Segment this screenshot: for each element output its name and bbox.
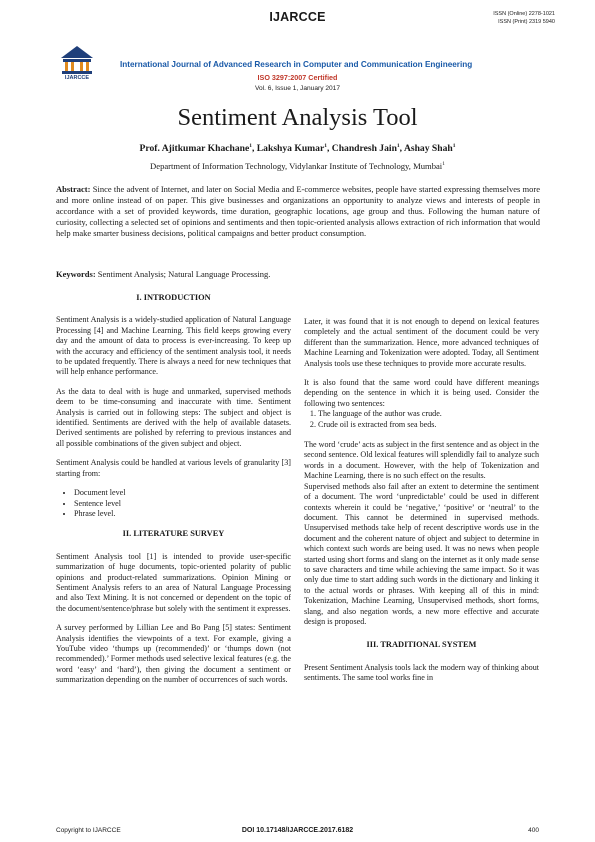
paragraph: Sentiment Analysis is a widely-studied application of Natural Language Processing [4] and Machine Learning. This field keeps growing every day and the amount of data to process is ever-increasing. To keep up with the accuracy and efficiency of the sentiment analysis tool, it needs to be updated frequently. There is always a need for new techniques that will help enhance performance. bbox=[56, 315, 291, 377]
footer-doi: DOI 10.17148/IJARCCE.2017.6182 bbox=[241, 827, 354, 834]
list-item: 2. Crude oil is extracted from sea beds. bbox=[318, 420, 539, 430]
issn-print: ISSN (Print) 2319 5940 bbox=[498, 19, 555, 25]
page-number: 400 bbox=[528, 827, 539, 834]
keywords bbox=[56, 269, 540, 279]
affiliation bbox=[0, 161, 595, 171]
journal-name: International Journal of Advanced Research in Computer and Communication Engineering bbox=[120, 60, 473, 69]
abstract-label: Abstract: bbox=[56, 184, 91, 194]
list-item: • Phrase level. bbox=[74, 509, 291, 519]
paragraph: Present Sentiment Analysis tools lack the modern way of thinking about sentiments. The same tool works fine in bbox=[304, 662, 539, 683]
paragraph: It is also found that the same word could have different meanings depending on the sentence in which it is being used. Consider the following two sentences: bbox=[304, 378, 539, 408]
granularity-list bbox=[56, 488, 291, 519]
author-list: Prof. Ajitkumar Khachane$^1$, Lakshya Kumar$^1$, Chandresh Jain$^1$, Ashay Shah$^1$ bbox=[139, 142, 456, 154]
author-name: Prof. Ajitkumar Khachane bbox=[139, 143, 250, 154]
section-heading-traditional-system: III. TRADITIONAL SYSTEM bbox=[366, 640, 477, 650]
paragraph: Sentiment Analysis could be handled at various levels of granularity [3] starting from: bbox=[56, 458, 291, 478]
certification: ISO 3297:2007 Certified bbox=[257, 73, 338, 82]
list-item: • Sentence level bbox=[74, 499, 291, 509]
left-column bbox=[56, 293, 291, 695]
issn-online: ISSN (Online) 2278-1021 bbox=[493, 11, 555, 17]
volume-issue: Vol. 6, Issue 1, January 2017 bbox=[254, 85, 341, 92]
author-name: Lakshya Kumar bbox=[256, 143, 325, 154]
right-column bbox=[304, 317, 539, 693]
logo-text: IJARCCE bbox=[64, 75, 90, 80]
issn-block bbox=[493, 10, 555, 26]
footer-copyright: Copyright to IJARCCE bbox=[56, 827, 121, 834]
paragraph: The word ‘crude’ acts as subject in the first sentence and as object in the second sentence. Old lexical features will splendidly fail to analyze such words in a document. However, with the help of Tokenization and Machine Learning, there is no such effect on the results. bbox=[304, 440, 539, 481]
author-name: Chandresh Jain bbox=[331, 143, 397, 154]
example-sentences-list bbox=[304, 409, 539, 430]
author-affiliation-mark: 1 bbox=[324, 142, 327, 149]
keywords-text: Sentiment Analysis; Natural Language Processing. bbox=[97, 269, 271, 279]
paper-title: Sentiment Analysis Tool bbox=[177, 104, 418, 131]
section-heading-introduction: I. INTRODUCTION bbox=[136, 293, 211, 302]
list-item: 1. The language of the author was crude. bbox=[318, 409, 539, 419]
abstract bbox=[56, 184, 540, 239]
keywords-label: Keywords: bbox=[56, 269, 96, 279]
journal-acronym: IJARCCE bbox=[269, 10, 326, 24]
paragraph: Later, it was found that it is not enough to depend on lexical features completely and the actual sentiment of the document could be very different than the summarization. Hence, more advanced techniques of Machine Learning and Tokenization were adopted. Today, all Sentiment Analysis tools use these techniques to provide more accurate results. bbox=[304, 317, 539, 368]
author-affiliation-mark: 1 bbox=[396, 142, 400, 149]
paragraph: Sentiment Analysis tool [1] is intended to provide user-specific summarization of huge documents, topic-oriented polarity of public opinions and product-related summarizations. Opinion Mining or Sentiment Analysis refers to an area of Natural Language Processing and also Text Mining. It is not concerned or dependent on the topic of the document/sentence/phrase but solely with the sentiment it expresses. bbox=[56, 551, 291, 613]
paragraph: As the data to deal with is huge and unmarked, supervised methods deem to be time-consuming and inaccurate with time. Sentiment Analysis is carried out in following steps: The subject and object is identified. Sentiments are derived with the help of available datasets. Derived sentiments are polished by referring to previous instances and all possible combinations of the given subject and object. bbox=[56, 386, 291, 448]
author-affiliation-mark: 1 bbox=[249, 142, 252, 149]
author-name: Ashay Shah bbox=[403, 143, 453, 154]
affiliation-mark: 1 bbox=[442, 161, 445, 168]
section-heading-literature-survey: II. LITERATURE SURVEY bbox=[122, 529, 225, 539]
paragraph: Supervised methods also fail after an extent to determine the sentiment of a document. The word ‘unpredictable’ could be used in different contexts wherein it could be ‘negative,’ ‘positive’ or ‘neutral’ to the document. This cannot be determined in supervised methods. Unsupervised methods take help of recent descriptive words use in the document and the coherent nature of object and subject to determine in which context such words are being used. It was no news when people started using short forms and slang on the internet as it only made sense to save characters and time while achieving the same impact. So it was only due time to start adding such words in the dictionary and linking it to the actual words or phrases. With keeping all of this in mind: Tokenization, Machine Learning, Unsupervised methods, short forms, slang, and also negation words, a new more effective and accurate design is proposed. bbox=[304, 481, 539, 626]
paragraph: A survey performed by Lillian Lee and Bo Pang [5] states: Sentiment Analysis identifies the viewpoints of a text. For example, giving a YouTube video ‘thumps up (recommended)’ or ‘thumps down (not recommended).’ Former methods used selective lexical features (e.g. the word ‘easy’ and ‘hard’), then giving the document a sentiment or summarization depending on the number of occurrences of such words. bbox=[56, 623, 291, 685]
list-item: • Document level bbox=[74, 488, 291, 498]
author-affiliation-mark: 1 bbox=[452, 142, 456, 149]
abstract-text: Since the advent of Internet, and later on Social Media and E-commerce websites, people have started expressing themselves more and more online instead of on paper. This give businesses and organizations an opportunity to analyze views and interests of people in accordance with a set of provided keywords, time duration, geographic locations, age group and thus. Following the human nature of curiosity, collecting a selected set of opinions and sentiments and then topic-oriented analysis allows extraction of rich information that would help make smarter business decisions, political campaigns and better product consumption. bbox=[56, 184, 541, 239]
affiliation-text: Department of Information Technology, Vidylankar Institute of Technology, Mumbai bbox=[150, 161, 443, 171]
